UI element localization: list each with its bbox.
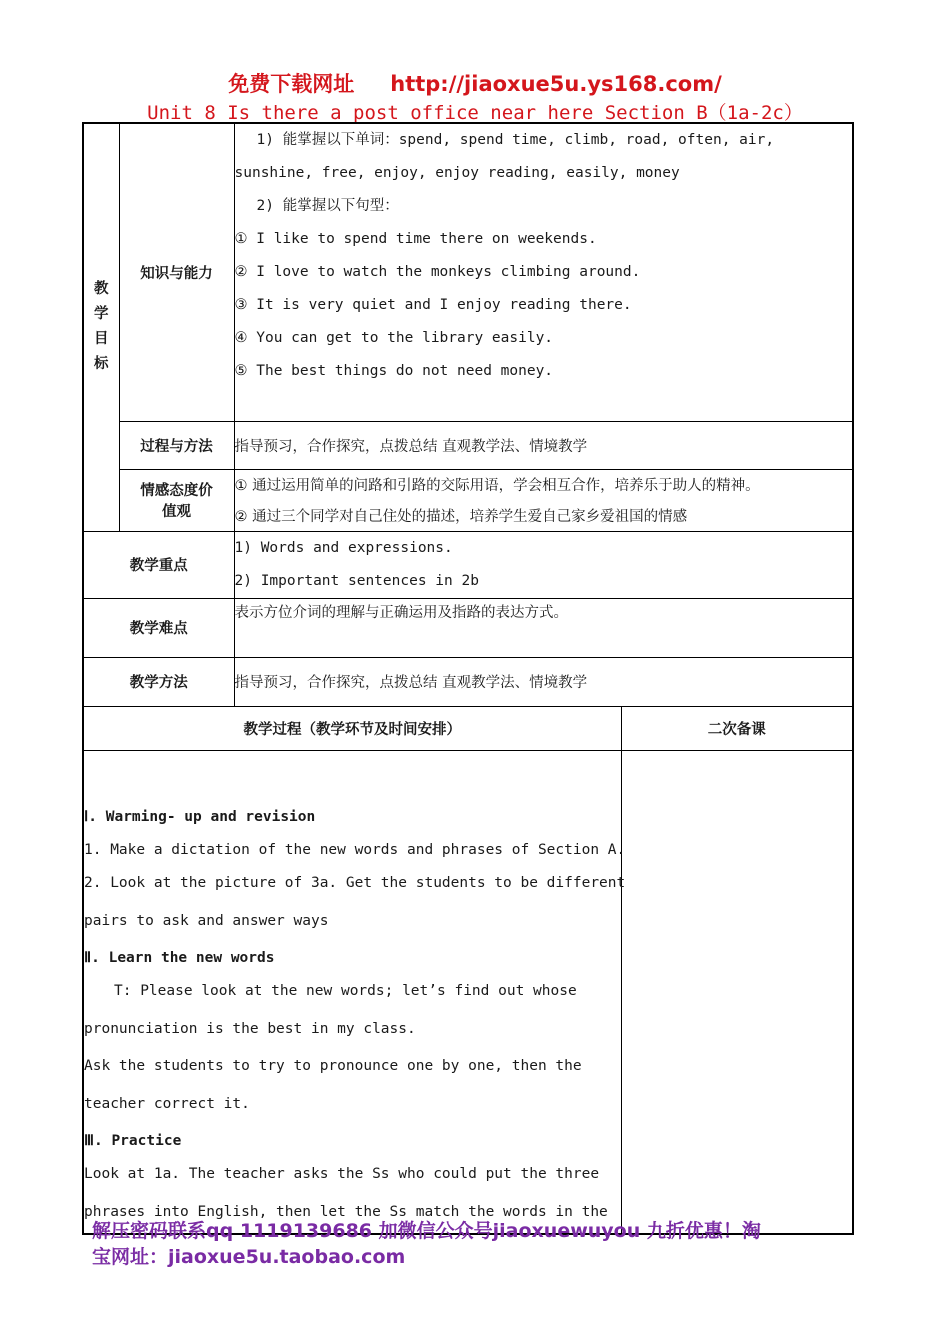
emotion-label-line: 值观 [162,504,191,520]
methods-content: 指导预习，合作探究，点拨总结 直观教学法、情境教学 [234,657,853,706]
download-url-link[interactable]: http://jiaoxue5u.ys168.com/ [390,72,722,96]
procedure-content [83,750,626,1234]
knowledge-label: 知识与能力 [119,123,234,421]
difficulties-line: 表示方位介词的理解与正确运用及指路的表达方式。 [234,604,568,621]
knowledge-line: ④ You can get to the library easily. [234,330,554,346]
procedure-line: phrases into English, then let the Ss match the words in the [84,1203,608,1220]
emotion-label [119,469,234,531]
process-method-label: 过程与方法 [119,421,234,469]
difficulties-label: 教学难点 [83,598,234,657]
procedure-header: 教学过程（教学环节及时间安排） [83,706,621,750]
download-header [0,68,950,98]
download-label: 免费下载网址 [228,72,355,96]
key-point-line: 1) Words and expressions. [234,539,453,556]
emotion-content [234,469,853,531]
procedure-line: Ⅱ. Learn the new words [84,949,275,966]
procedure-line: Look at 1a. The teacher asks the Ss who could put the three [84,1165,600,1182]
knowledge-line: 2) 能掌握以下句型： [256,198,399,214]
key-points-label: 教学重点 [83,531,234,598]
key-point-line: 2) Important sentences in 2b [234,572,479,589]
procedure-line: teacher correct it. [84,1095,250,1112]
procedure-lines [84,801,626,1233]
footer-line: 宝网址：jiaoxue5u.taobao.com [92,1246,406,1268]
objectives-char: 标 [94,356,109,373]
knowledge-line: ① I like to spend time there on weekends. [234,231,597,247]
second-prep-content [621,750,853,1234]
procedure-line: 2. Look at the picture of 3a. Get the students to be different [84,874,626,891]
procedure-line: pronunciation is the best in my class. [84,1020,416,1037]
procedure-line: Ⅰ. Warming- up and revision [84,808,316,825]
objectives-char: 学 [94,306,109,323]
document-title: Unit 8 Is there a post office near here Section B（1a-2c） [147,102,803,124]
difficulties-content [234,598,853,657]
knowledge-line: ⑤ The best things do not need money. [234,363,554,379]
process-method-content: 指导预习，合作探究，点拨总结 直观教学法、情境教学 [234,421,853,469]
procedure-line: pairs to ask and answer ways [84,912,329,929]
knowledge-line: 1) 能掌握以下单词：spend, spend time, climb, road, often, air, [256,132,775,148]
methods-label: 教学方法 [83,657,234,706]
key-points-content [234,531,853,598]
objectives-char: 教 [94,281,109,298]
emotion-line: ② 通过三个同学对自己住处的描述，培养学生爱自己家乡爱祖国的情感 [234,508,688,525]
procedure-line: T: Please look at the new words; let’s find out whose [114,982,577,999]
knowledge-line: ③ It is very quiet and I enjoy reading there. [234,297,632,313]
emotion-label-line: 情感态度价 [140,483,213,499]
objectives-label [83,123,119,531]
knowledge-content [234,123,853,421]
emotion-line: ① 通过运用简单的问路和引路的交际用语，学会相互合作，培养乐于助人的精神。 [234,477,760,494]
objectives-char: 目 [94,331,109,348]
procedure-line: Ⅲ. Practice [84,1132,182,1149]
footer-line: 解压密码联系qq 1119139686 加微信公众号jiaoxuewuyou 九折优惠！淘 [92,1220,761,1242]
knowledge-line: ② I love to watch the monkeys climbing around. [234,264,641,280]
knowledge-line: sunshine, free, enjoy, enjoy reading, easily, money [234,165,680,181]
lesson-plan-table [82,122,854,1235]
second-prep-header: 二次备课 [621,706,853,750]
procedure-line: Ask the students to try to pronounce one by one, then the [84,1057,582,1074]
procedure-line: 1. Make a dictation of the new words and phrases of Section A. [84,841,626,858]
footer-contact [92,1218,852,1270]
